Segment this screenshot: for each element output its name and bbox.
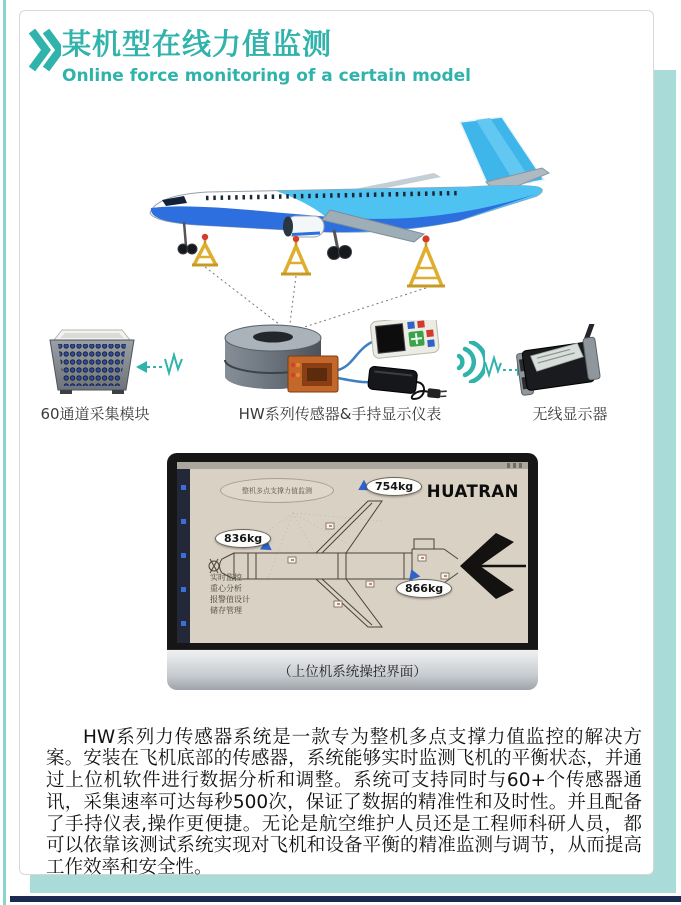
software-feature-list (210, 572, 250, 616)
sidebar-icon (181, 485, 186, 490)
sidebar-icon (181, 553, 186, 558)
page-subtitle: Online force monitoring of a certain model (62, 66, 472, 86)
module-label: 60通道采集模块 (40, 405, 150, 423)
force-reading-tail: 866kg (396, 579, 452, 598)
footer-navy-line (10, 896, 681, 902)
power-adapter-icon (367, 366, 449, 402)
feature-item: 实时监控 (210, 573, 242, 582)
acquisition-module-illustration (44, 326, 140, 398)
jack-stand-mid-icon (281, 236, 311, 274)
junction-box-icon (288, 356, 338, 392)
monitor-illustration (167, 453, 538, 690)
window-controls-icon (507, 463, 525, 468)
brand-logo: HUATRAN (426, 482, 519, 501)
left-accent-line (3, 0, 6, 905)
description-paragraph: HW系列力传感器系统是一款专为整机多点支撑力值监控的解决方案。安装在飞机底部的传感器，系统能够实时监测飞机的平衡状态，并通过上位机软件进行数据分析和调整。系统可支持同时与60+个传感器通讯，采集速率可达每秒500次，保证了数据的精准性和及时性。并且配备了手持仪表,操作更便捷。无论是航空维护人员还是工程师科研人员，都可以依靠该测试系统实现对飞机和设备平衡的精准监测与调节，从而提高工作效率和安全性。 (46, 726, 642, 879)
monitor-screen (177, 462, 528, 643)
wireless-display-illustration (510, 324, 610, 398)
header-titles (62, 22, 471, 86)
handheld-meter-icon (370, 320, 440, 359)
feature-item: 储存管理 (210, 606, 242, 615)
monitor-caption: （上位机系统操控界面） (278, 664, 427, 680)
force-reading-nose: 836kg (215, 529, 271, 548)
load-cell-sensor-illustration (218, 320, 458, 404)
software-note-cloud: 整机多点支撑力值监测 (220, 478, 334, 503)
aircraft-topview-drawing (198, 489, 528, 639)
airplane-illustration (128, 110, 552, 338)
sidebar-icon (181, 519, 186, 524)
software-canvas (190, 469, 528, 643)
feature-item: 报警值设计 (210, 595, 250, 604)
double-chevron-icon (27, 26, 61, 74)
monitor-bezel (167, 453, 538, 649)
sidebar-icon (181, 621, 186, 626)
wifi-signal-icon (451, 341, 485, 383)
wireless-label: 无线显示器 (532, 405, 608, 423)
software-sidebar (177, 469, 190, 643)
force-reading-wing: 754kg (366, 477, 422, 496)
signal-arrow-left-icon (134, 350, 190, 384)
sensor-label: HW系列传感器&手持显示仪表 (238, 405, 442, 423)
feature-item: 重心分析 (210, 584, 242, 593)
monitor-chin (167, 649, 538, 690)
page-title: 某机型在线力值监测 (62, 27, 333, 61)
jack-stand-rear-icon (407, 235, 445, 286)
sidebar-icon (181, 587, 186, 592)
screen-titlebar (177, 462, 528, 469)
